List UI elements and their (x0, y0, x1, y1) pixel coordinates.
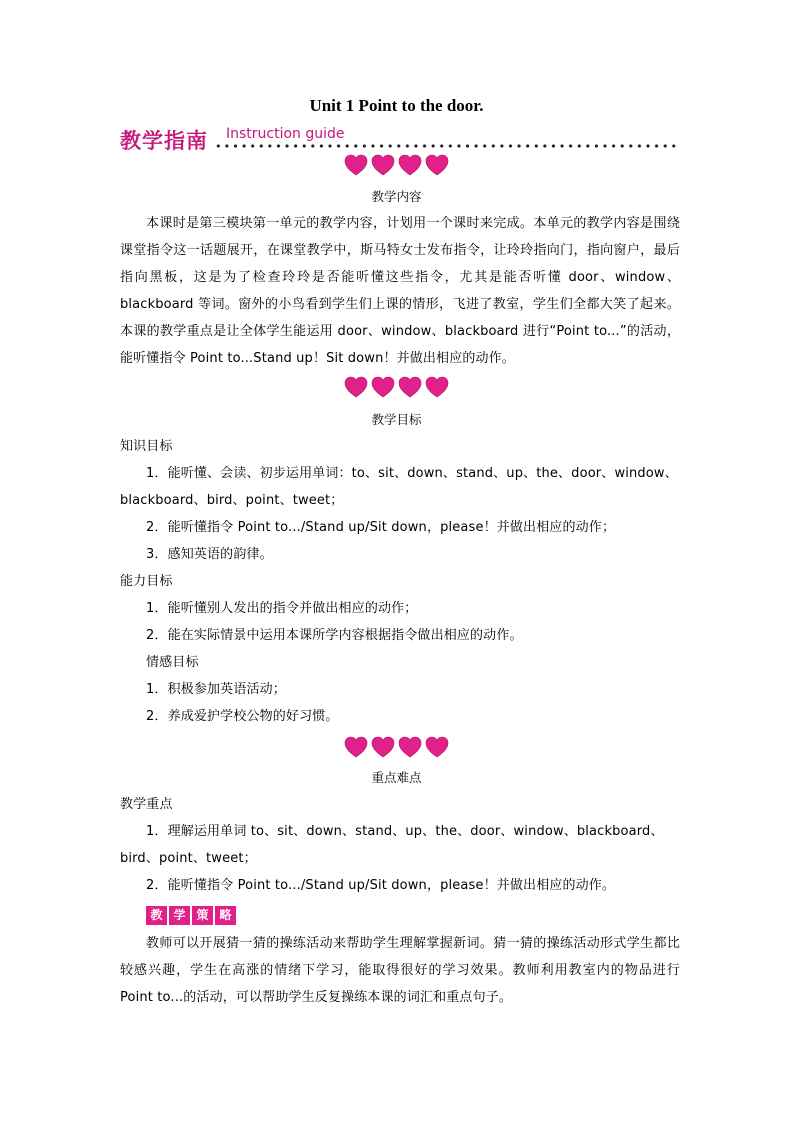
knowledge-item: 1．能听懂、会读、初步运用单词：to、sit、down、stand、up、the、door、window、blackboard、bird、point、tweet； (120, 466, 678, 508)
heart-icon (398, 375, 422, 399)
section-heading-objectives: 教学目标 (371, 412, 422, 427)
strategy-char: 策 (192, 906, 213, 925)
strategy-char: 略 (215, 906, 236, 925)
heart-icon (371, 735, 395, 759)
heart-icon (344, 735, 368, 759)
emotion-heading: 情感目标 (146, 655, 199, 670)
knowledge-item: 2．能听懂指令 Point to.../Stand up/Sit down，please！并做出相应的动作； (146, 520, 616, 535)
heart-icon (425, 153, 449, 177)
instruction-guide-header (120, 124, 680, 154)
section-heading-keypoints: 重点难点 (371, 770, 422, 785)
heart-icon (344, 153, 368, 177)
knowledge-item: 3．感知英语的韵律。 (146, 547, 273, 562)
section-heading-content: 教学内容 (371, 189, 422, 204)
ability-item: 1．能听懂别人发出的指令并做出相应的动作； (146, 601, 418, 616)
focus-heading: 教学重点 (120, 797, 173, 812)
strategy-char: 教 (146, 906, 167, 925)
emotion-item: 1．积极参加英语活动； (146, 682, 286, 697)
ability-item: 2．能在实际情景中运用本课所学内容根据指令做出相应的动作。 (146, 628, 523, 643)
page-title: Unit 1 Point to the door. (309, 96, 484, 115)
focus-item: 1．理解运用单词 to、sit、down、stand、up、the、door、window、blackboard、bird、point、tweet； (120, 824, 664, 866)
strategy-paragraph: 教师可以开展猜一猜的操练活动来帮助学生理解掌握新词。猜一猜的操练活动形式学生都比较感兴趣，学生在高涨的情绪下学习，能取得很好的学习效果。教师利用教室内的物品进行 Point to...的活动，可以帮助学生反复操练本课的词汇和重点句子。 (120, 936, 680, 1005)
knowledge-heading: 知识目标 (120, 439, 173, 454)
heart-icon (425, 375, 449, 399)
heart-icon (344, 375, 368, 399)
heart-icon (425, 735, 449, 759)
guide-en-label: Instruction guide (226, 126, 345, 142)
heart-icon (371, 375, 395, 399)
heart-icon (398, 735, 422, 759)
emotion-item: 2．养成爱护学校公物的好习惯。 (146, 709, 339, 724)
heart-divider-content (0, 153, 793, 179)
ability-heading: 能力目标 (120, 574, 173, 589)
dotted-divider (214, 143, 680, 149)
focus-item: 2．能听懂指令 Point to.../Stand up/Sit down，please！并做出相应的动作。 (146, 878, 616, 893)
content-paragraph: 本课时是第三模块第一单元的教学内容，计划用一个课时来完成。本单元的教学内容是围绕课堂指令这一话题展开，在课堂教学中，斯马特女士发布指令，让玲玲指向门，指向窗户，最后指向黑板，这是为了检查玲玲是否能听懂这些指令，尤其是能否听懂 door、window、blackboard 等词。窗外的小鸟看到学生们上课的情形，飞进了教室，学生们全都大笑了起来。本课的教学重点是让全体学生能运用 door、window、blackboard 进行“Point to...”的活动，能听懂指令 Point to...Stand up！Sit down！并做出相应的动作。 (120, 216, 680, 366)
heart-icon (371, 153, 395, 177)
heart-divider-objectives (0, 375, 793, 401)
strategy-badge (146, 906, 236, 925)
strategy-char: 学 (169, 906, 190, 925)
guide-cn-label: 教学指南 (120, 129, 208, 153)
heart-divider-keypoints (0, 735, 793, 761)
heart-icon (398, 153, 422, 177)
